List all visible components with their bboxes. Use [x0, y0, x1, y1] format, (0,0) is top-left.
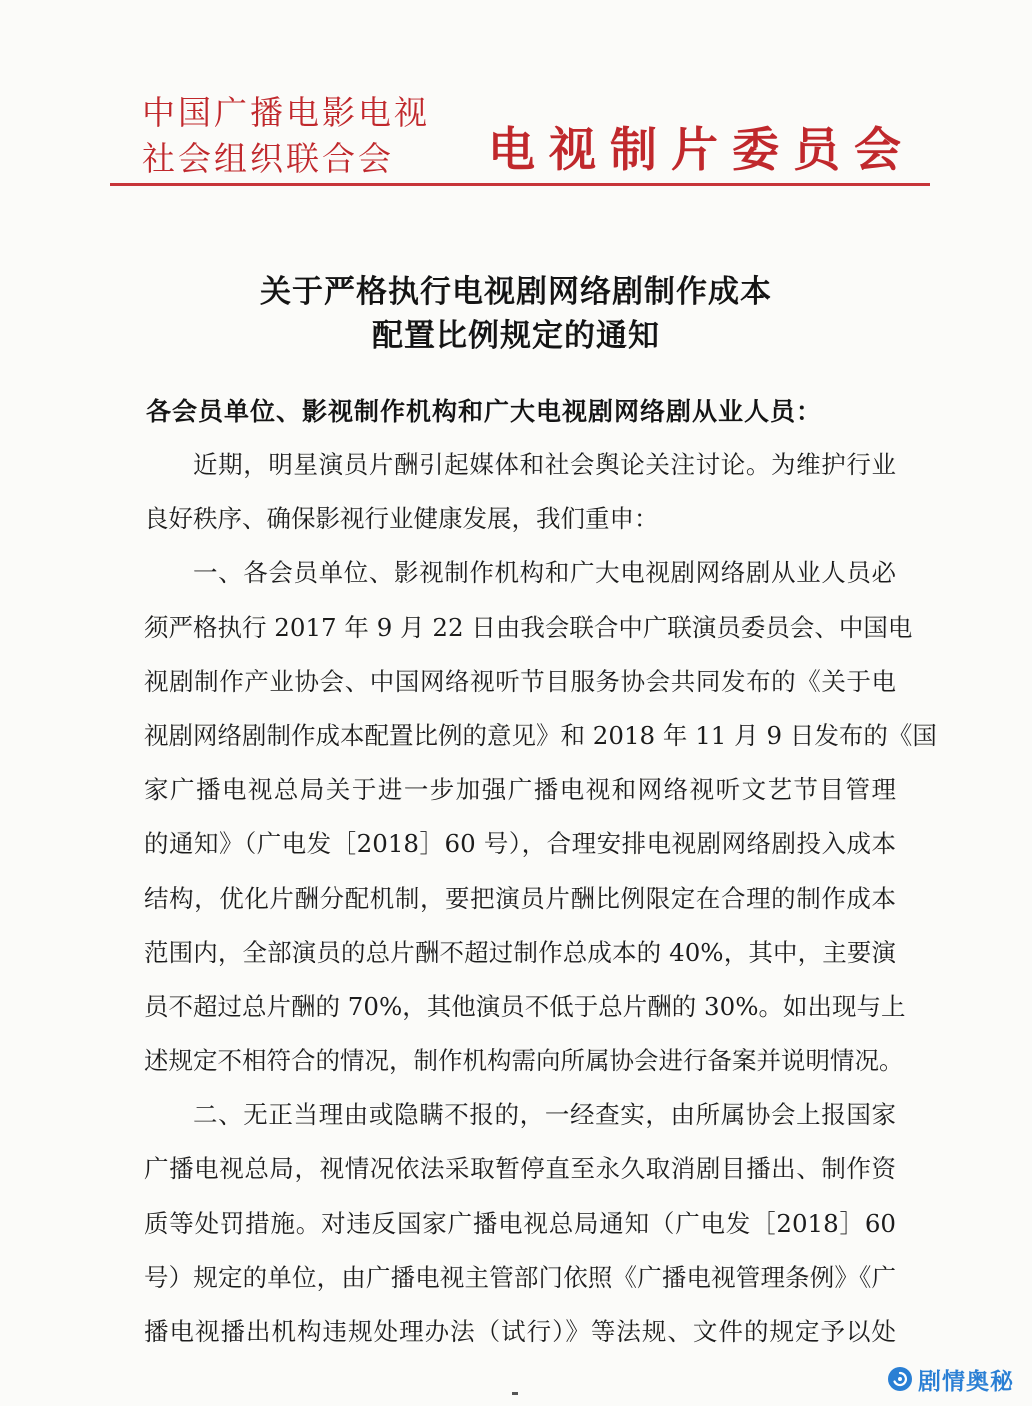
paragraph-line: 员不超过总片酬的 70%，其他演员不低于总片酬的 30%。如出现与上: [144, 991, 906, 1021]
paragraph-line: 结构，优化片酬分配机制，要把演员片酬比例限定在合理的制作成本: [144, 883, 896, 913]
paragraph-line: 播电视播出机构违规处理办法（试行）》等法规、文件的规定予以处: [144, 1317, 896, 1346]
paragraph-line: 良好秩序、确保影视行业健康发展，我们重申：: [144, 504, 659, 534]
watermark-text: 剧情奥秘: [918, 1368, 1014, 1395]
organization-name: [142, 90, 472, 182]
letterhead-divider: [110, 183, 930, 186]
letterhead: [0, 0, 1032, 200]
paragraph-3: [144, 1088, 896, 1359]
document-body: [144, 438, 937, 1359]
salutation: 各会员单位、影视制作机构和广大电视剧网络剧从业人员：: [146, 397, 823, 426]
document-title-line1: 关于严格执行电视剧网络剧制作成本: [260, 274, 772, 310]
document-title: [0, 270, 1032, 358]
paragraph-line: 二、无正当理由或隐瞒不报的，一经查实，由所属协会上报国家: [193, 1100, 896, 1130]
paragraph-1: [144, 438, 896, 546]
paragraph-line: 近期，明星演员片酬引起媒体和社会舆论关注讨论。为维护行业: [193, 450, 896, 479]
paragraph-line: 视剧制作产业协会、中国网络视听节目服务协会共同发布的《关于电: [144, 666, 896, 696]
document-title-line2: 配置比例规定的通知: [372, 318, 660, 354]
paragraph-line: 范围内，全部演员的总片酬不超过制作总成本的 40%，其中，主要演: [144, 937, 896, 967]
organization-name-line1: 中国广播电影电视: [142, 93, 430, 132]
paragraph-line: 家广播电视总局关于进一步加强广播电视和网络视听文艺节目管理: [144, 775, 896, 805]
paragraph-2: [144, 546, 937, 1088]
paragraph-line: 须严格执行 2017 年 9 月 22 日由我会联合中广联演员委员会、中国电: [144, 612, 913, 642]
paragraph-line: 述规定不相符合的情况，制作机构需向所属协会进行备案并说明情况。: [144, 1046, 904, 1076]
play-swirl-icon: [888, 1367, 912, 1391]
page-number-mark: [512, 1392, 518, 1395]
paragraph-line: 一、各会员单位、影视制作机构和广大电视剧网络剧从业人员必: [193, 558, 896, 588]
paragraph-line: 号）规定的单位，由广播电视主管部门依照《广播电视管理条例》《广: [144, 1262, 896, 1292]
paragraph-line: 视剧网络剧制作成本配置比例的意见》和 2018 年 11 月 9 日发布的《国: [144, 720, 937, 750]
paragraph-line: 质等处罚措施。对违反国家广播电视总局通知（广电发［2018］60: [144, 1208, 896, 1238]
organization-name-line2: 社会组织联合会: [142, 139, 394, 178]
paragraph-line: 广播电视总局，视情况依法采取暂停直至永久取消剧目播出、制作资: [144, 1154, 896, 1184]
paragraph-line: 的通知》（广电发［2018］60 号），合理安排电视剧网络剧投入成本: [144, 829, 896, 859]
watermark: [888, 1363, 1014, 1395]
committee-name: 电视制片委员会: [488, 123, 915, 178]
